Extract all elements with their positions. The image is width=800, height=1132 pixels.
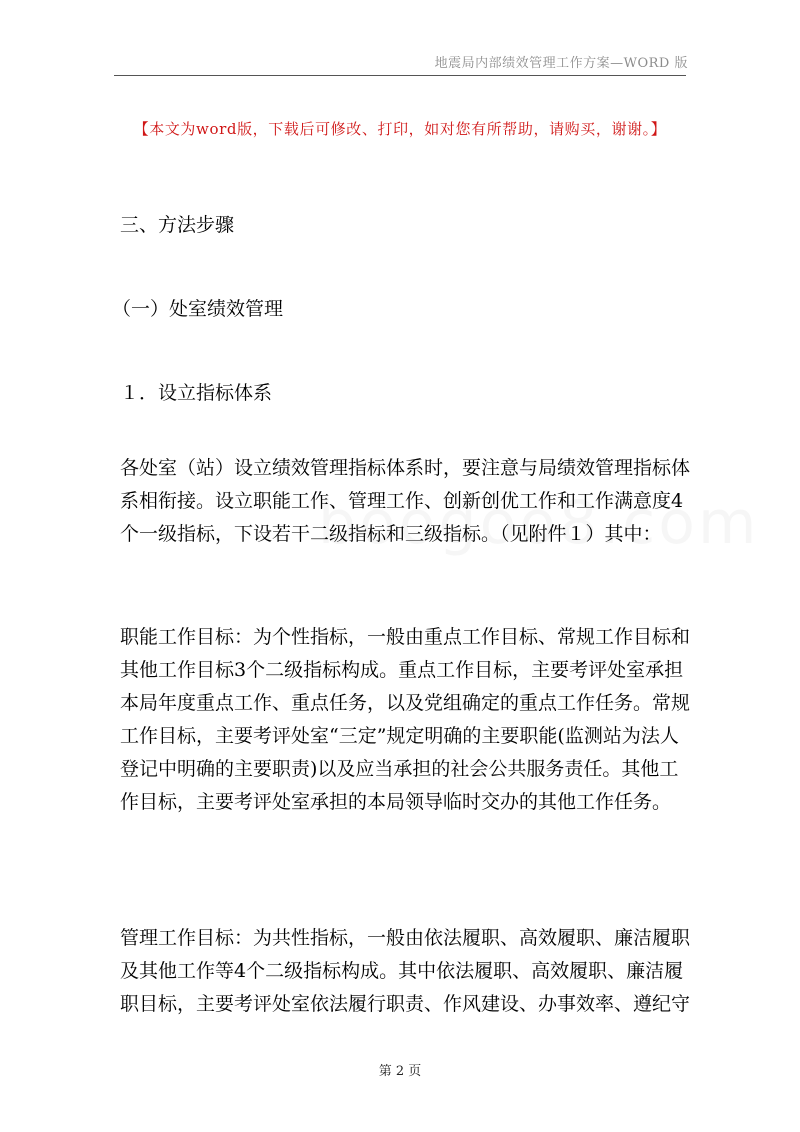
- paragraph-indicator-system: 各处室（站）设立绩效管理指标体系时，要注意与局绩效管理指标体系相衔接。设立职能工作、管理工作、创新创优工作和工作满意度4个一级指标，下设若干二级指标和三级指标。（见附件１）其中：: [120, 457, 691, 545]
- paragraph-functional-goals: 职能工作目标：为个性指标，一般由重点工作目标、常规工作目标和其他工作目标3个二级指标构成。重点工作目标，主要考评处室承担本局年度重点工作、重点任务，以及党组确定的重点工作任务。常规工作目标，主要考评处室“三定”规定明确的主要职能(监测站为法人登记中明确的主要职责)以及应当承担的社会公共服务责任。其他工作目标，主要考评处室承担的本局领导临时交办的其他工作任务。: [120, 626, 691, 813]
- page-number: 第 2 页: [378, 1064, 422, 1079]
- header-divider: [114, 75, 686, 76]
- purchase-notice: 【本文为word版，下载后可修改、打印，如对您有所帮助，请购买，谢谢。】: [133, 120, 667, 138]
- subsection-heading: （一）处室绩效管理: [112, 298, 284, 320]
- paragraph-management-goals: 管理工作目标：为共性指标，一般由依法履职、高效履职、廉洁履职及其他工作等4个二级指标构成。其中依法履职、高效履职、廉洁履职目标，主要考评处室依法履行职责、作风建设、办事效率、遵纪守: [120, 927, 691, 1015]
- subsection-item-heading: １．设立指标体系: [120, 382, 273, 404]
- section-heading: 三、方法步骤: [120, 214, 235, 236]
- page-header: 地震局内部绩效管理工作方案—WORD 版: [434, 56, 688, 71]
